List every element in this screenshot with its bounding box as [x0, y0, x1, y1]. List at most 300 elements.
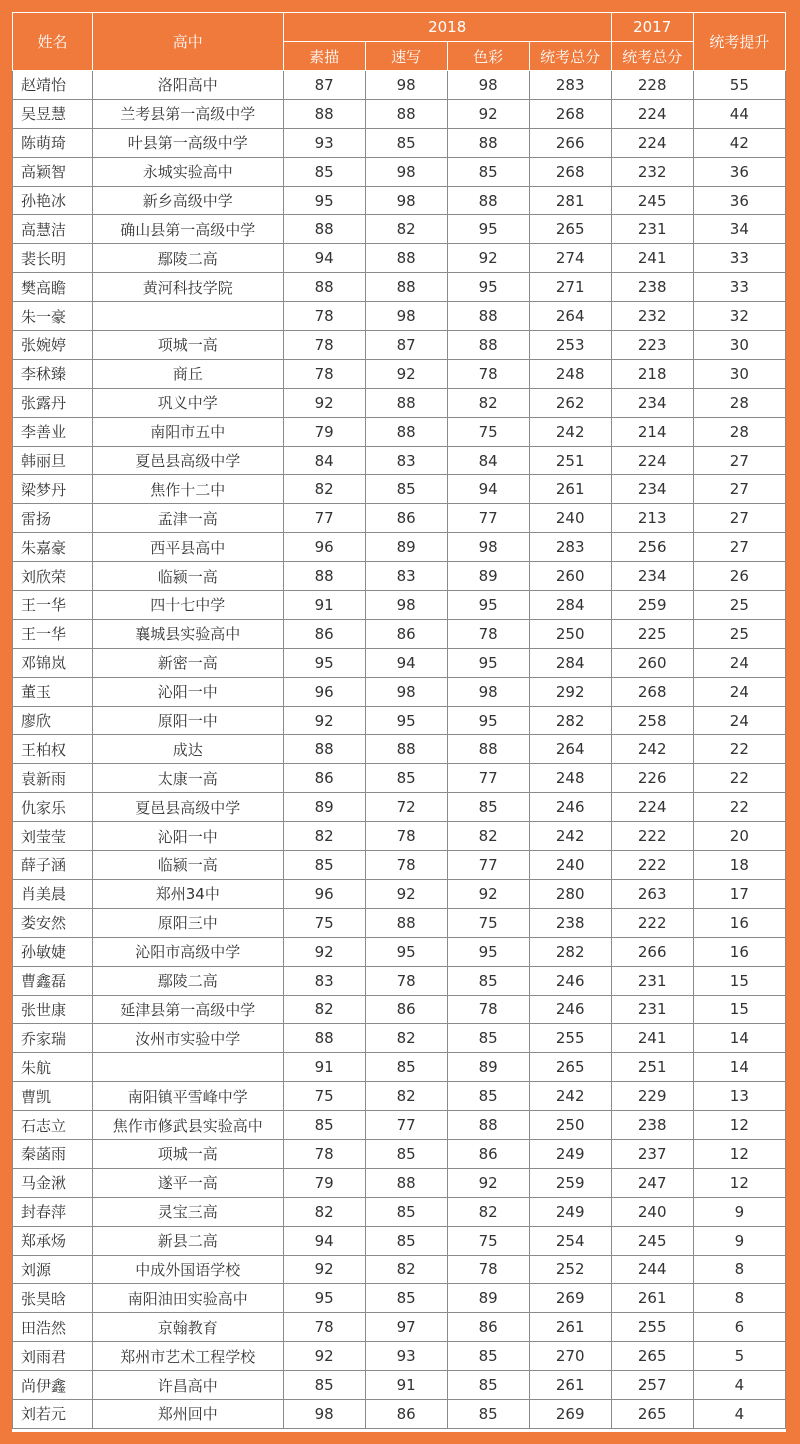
cell-school: 项城一高	[92, 1139, 283, 1168]
header-lift: 统考提升	[693, 13, 785, 71]
cell-color: 95	[447, 937, 529, 966]
cell-school: 京翰教育	[92, 1313, 283, 1342]
cell-sketch: 75	[283, 908, 365, 937]
cell-color: 82	[447, 388, 529, 417]
cell-school: 兰考县第一高级中学	[92, 99, 283, 128]
cell-name: 袁新雨	[13, 764, 93, 793]
cell-school: 郑州回中	[92, 1399, 283, 1428]
cell-total-2018: 271	[529, 273, 611, 302]
cell-sketch: 92	[283, 1255, 365, 1284]
table-row	[13, 879, 786, 908]
cell-sketch: 88	[283, 562, 365, 591]
cell-name: 娄安然	[13, 908, 93, 937]
table-row	[13, 677, 786, 706]
cell-name: 王一华	[13, 591, 93, 620]
cell-total-2017: 222	[611, 822, 693, 851]
cell-total-2017: 232	[611, 157, 693, 186]
cell-school: 新乡高级中学	[92, 186, 283, 215]
cell-speed: 85	[365, 128, 447, 157]
cell-lift: 22	[693, 764, 785, 793]
cell-color: 92	[447, 879, 529, 908]
table-row	[13, 851, 786, 880]
cell-total-2018: 249	[529, 1139, 611, 1168]
cell-color: 78	[447, 1255, 529, 1284]
cell-sketch: 87	[283, 71, 365, 100]
cell-color: 98	[447, 677, 529, 706]
cell-school: 遂平一高	[92, 1168, 283, 1197]
cell-color: 89	[447, 1053, 529, 1082]
table-row	[13, 1313, 786, 1342]
cell-total-2018: 292	[529, 677, 611, 706]
cell-total-2018: 240	[529, 504, 611, 533]
cell-school: 南阳市五中	[92, 417, 283, 446]
cell-sketch: 77	[283, 504, 365, 533]
table-row	[13, 1053, 786, 1082]
cell-speed: 88	[365, 735, 447, 764]
cell-name: 孙艳冰	[13, 186, 93, 215]
cell-total-2017: 224	[611, 128, 693, 157]
cell-lift: 34	[693, 215, 785, 244]
cell-name: 曹鑫磊	[13, 966, 93, 995]
cell-lift: 17	[693, 879, 785, 908]
cell-school: 沁阳一中	[92, 822, 283, 851]
cell-color: 95	[447, 706, 529, 735]
cell-school: 原阳三中	[92, 908, 283, 937]
cell-total-2017: 260	[611, 648, 693, 677]
cell-color: 85	[447, 157, 529, 186]
table-row	[13, 995, 786, 1024]
cell-sketch: 79	[283, 417, 365, 446]
cell-lift: 8	[693, 1284, 785, 1313]
cell-name: 董玉	[13, 677, 93, 706]
cell-total-2017: 231	[611, 995, 693, 1024]
cell-lift: 24	[693, 648, 785, 677]
cell-total-2017: 224	[611, 446, 693, 475]
cell-lift: 26	[693, 562, 785, 591]
cell-total-2017: 228	[611, 71, 693, 100]
cell-color: 82	[447, 822, 529, 851]
cell-speed: 83	[365, 562, 447, 591]
cell-sketch: 89	[283, 793, 365, 822]
cell-total-2018: 264	[529, 302, 611, 331]
cell-school: 原阳一中	[92, 706, 283, 735]
cell-name: 曹凯	[13, 1082, 93, 1111]
cell-lift: 13	[693, 1082, 785, 1111]
cell-school: 确山县第一高级中学	[92, 215, 283, 244]
cell-sketch: 96	[283, 879, 365, 908]
table-row	[13, 504, 786, 533]
cell-color: 92	[447, 1168, 529, 1197]
table-row	[13, 186, 786, 215]
header-school: 高中	[92, 13, 283, 71]
cell-speed: 78	[365, 822, 447, 851]
cell-total-2018: 282	[529, 706, 611, 735]
table-body	[13, 71, 786, 1429]
cell-lift: 55	[693, 71, 785, 100]
cell-sketch: 88	[283, 735, 365, 764]
cell-speed: 88	[365, 99, 447, 128]
cell-speed: 85	[365, 475, 447, 504]
cell-sketch: 85	[283, 851, 365, 880]
table-row	[13, 908, 786, 937]
cell-name: 郑承炀	[13, 1226, 93, 1255]
cell-school: 西平县高中	[92, 533, 283, 562]
cell-name: 张世康	[13, 995, 93, 1024]
header-color: 色彩	[447, 42, 529, 71]
cell-name: 赵靖怡	[13, 71, 93, 100]
cell-total-2018: 255	[529, 1024, 611, 1053]
cell-total-2018: 261	[529, 475, 611, 504]
cell-school: 沁阳市高级中学	[92, 937, 283, 966]
table-row	[13, 822, 786, 851]
cell-school: 夏邑县高级中学	[92, 793, 283, 822]
cell-total-2018: 238	[529, 908, 611, 937]
cell-speed: 92	[365, 879, 447, 908]
cell-speed: 88	[365, 244, 447, 273]
table-row	[13, 1399, 786, 1428]
cell-lift: 36	[693, 186, 785, 215]
cell-school: 鄢陵二高	[92, 966, 283, 995]
cell-color: 84	[447, 446, 529, 475]
cell-name: 尚伊鑫	[13, 1371, 93, 1400]
cell-school: 黄河科技学院	[92, 273, 283, 302]
cell-speed: 88	[365, 417, 447, 446]
cell-speed: 77	[365, 1111, 447, 1140]
cell-sketch: 85	[283, 157, 365, 186]
cell-sketch: 78	[283, 359, 365, 388]
cell-color: 88	[447, 186, 529, 215]
cell-total-2018: 269	[529, 1284, 611, 1313]
cell-lift: 28	[693, 388, 785, 417]
cell-lift: 22	[693, 735, 785, 764]
cell-color: 88	[447, 331, 529, 360]
cell-total-2017: 241	[611, 1024, 693, 1053]
header-year-2017: 2017	[611, 13, 693, 42]
cell-total-2018: 282	[529, 937, 611, 966]
cell-total-2018: 264	[529, 735, 611, 764]
cell-sketch: 82	[283, 995, 365, 1024]
cell-color: 88	[447, 128, 529, 157]
cell-total-2017: 238	[611, 1111, 693, 1140]
cell-sketch: 91	[283, 591, 365, 620]
cell-color: 95	[447, 273, 529, 302]
cell-lift: 18	[693, 851, 785, 880]
cell-color: 88	[447, 735, 529, 764]
cell-total-2018: 253	[529, 331, 611, 360]
cell-sketch: 95	[283, 648, 365, 677]
cell-school: 鄢陵二高	[92, 244, 283, 273]
cell-school: 中成外国语学校	[92, 1255, 283, 1284]
cell-lift: 20	[693, 822, 785, 851]
table-row	[13, 1111, 786, 1140]
cell-speed: 86	[365, 1399, 447, 1428]
table-row	[13, 966, 786, 995]
cell-name: 樊高瞻	[13, 273, 93, 302]
header-sketch: 素描	[283, 42, 365, 71]
cell-name: 王柏权	[13, 735, 93, 764]
cell-lift: 15	[693, 966, 785, 995]
cell-lift: 22	[693, 793, 785, 822]
cell-name: 朱航	[13, 1053, 93, 1082]
cell-lift: 9	[693, 1197, 785, 1226]
cell-sketch: 79	[283, 1168, 365, 1197]
cell-color: 88	[447, 302, 529, 331]
cell-total-2017: 229	[611, 1082, 693, 1111]
cell-speed: 87	[365, 331, 447, 360]
cell-name: 刘若元	[13, 1399, 93, 1428]
cell-total-2017: 261	[611, 1284, 693, 1313]
cell-total-2018: 246	[529, 995, 611, 1024]
table-row	[13, 302, 786, 331]
cell-color: 89	[447, 562, 529, 591]
cell-lift: 30	[693, 359, 785, 388]
cell-sketch: 93	[283, 128, 365, 157]
cell-lift: 25	[693, 619, 785, 648]
cell-total-2017: 218	[611, 359, 693, 388]
cell-total-2018: 248	[529, 764, 611, 793]
cell-speed: 85	[365, 1284, 447, 1313]
cell-school: 新密一高	[92, 648, 283, 677]
cell-school: 临颍一高	[92, 851, 283, 880]
cell-speed: 94	[365, 648, 447, 677]
cell-sketch: 92	[283, 937, 365, 966]
cell-speed: 95	[365, 706, 447, 735]
table-row	[13, 1226, 786, 1255]
cell-total-2017: 263	[611, 879, 693, 908]
cell-lift: 14	[693, 1024, 785, 1053]
cell-lift: 25	[693, 591, 785, 620]
cell-total-2017: 251	[611, 1053, 693, 1082]
cell-name: 马金湫	[13, 1168, 93, 1197]
cell-total-2018: 250	[529, 1111, 611, 1140]
table-header	[13, 13, 786, 71]
cell-name: 廖欣	[13, 706, 93, 735]
cell-school: 新县二高	[92, 1226, 283, 1255]
table-row	[13, 1082, 786, 1111]
cell-sketch: 94	[283, 244, 365, 273]
cell-total-2018: 251	[529, 446, 611, 475]
table-row	[13, 1371, 786, 1400]
cell-total-2018: 249	[529, 1197, 611, 1226]
cell-name: 陈萌琦	[13, 128, 93, 157]
cell-lift: 14	[693, 1053, 785, 1082]
cell-sketch: 94	[283, 1226, 365, 1255]
cell-total-2017: 232	[611, 302, 693, 331]
table-row	[13, 388, 786, 417]
table-row	[13, 562, 786, 591]
cell-name: 高慧洁	[13, 215, 93, 244]
cell-speed: 86	[365, 504, 447, 533]
cell-total-2017: 240	[611, 1197, 693, 1226]
cell-color: 75	[447, 1226, 529, 1255]
cell-color: 88	[447, 1111, 529, 1140]
cell-total-2018: 250	[529, 619, 611, 648]
cell-color: 85	[447, 1342, 529, 1371]
cell-total-2018: 246	[529, 966, 611, 995]
cell-color: 75	[447, 908, 529, 937]
cell-total-2018: 269	[529, 1399, 611, 1428]
cell-sketch: 88	[283, 215, 365, 244]
cell-sketch: 92	[283, 388, 365, 417]
table-row	[13, 648, 786, 677]
table-row	[13, 273, 786, 302]
table-row	[13, 793, 786, 822]
cell-lift: 4	[693, 1371, 785, 1400]
cell-total-2018: 242	[529, 1082, 611, 1111]
cell-speed: 98	[365, 302, 447, 331]
header-name: 姓名	[13, 13, 93, 71]
table-row	[13, 619, 786, 648]
table-row	[13, 1139, 786, 1168]
cell-name: 刘雨君	[13, 1342, 93, 1371]
cell-sketch: 85	[283, 1111, 365, 1140]
cell-total-2018: 270	[529, 1342, 611, 1371]
cell-color: 78	[447, 995, 529, 1024]
cell-school: 延津县第一高级中学	[92, 995, 283, 1024]
cell-name: 石志立	[13, 1111, 93, 1140]
cell-name: 张昊晗	[13, 1284, 93, 1313]
cell-lift: 33	[693, 244, 785, 273]
cell-total-2017: 259	[611, 591, 693, 620]
cell-name: 封春萍	[13, 1197, 93, 1226]
cell-lift: 27	[693, 446, 785, 475]
cell-lift: 16	[693, 908, 785, 937]
cell-color: 86	[447, 1139, 529, 1168]
cell-total-2018: 254	[529, 1226, 611, 1255]
cell-total-2017: 244	[611, 1255, 693, 1284]
cell-sketch: 84	[283, 446, 365, 475]
cell-school: 许昌高中	[92, 1371, 283, 1400]
cell-speed: 98	[365, 157, 447, 186]
cell-sketch: 96	[283, 677, 365, 706]
cell-lift: 12	[693, 1139, 785, 1168]
cell-school: 洛阳高中	[92, 71, 283, 100]
cell-color: 75	[447, 417, 529, 446]
cell-school: 项城一高	[92, 331, 283, 360]
cell-lift: 27	[693, 533, 785, 562]
cell-speed: 97	[365, 1313, 447, 1342]
cell-total-2017: 257	[611, 1371, 693, 1400]
cell-speed: 82	[365, 1082, 447, 1111]
cell-total-2018: 265	[529, 215, 611, 244]
cell-school: 汝州市实验中学	[92, 1024, 283, 1053]
cell-total-2017: 223	[611, 331, 693, 360]
cell-speed: 88	[365, 908, 447, 937]
cell-total-2018: 268	[529, 157, 611, 186]
cell-name: 刘源	[13, 1255, 93, 1284]
cell-school: 巩义中学	[92, 388, 283, 417]
cell-name: 刘欣荣	[13, 562, 93, 591]
cell-total-2017: 245	[611, 1226, 693, 1255]
cell-speed: 92	[365, 359, 447, 388]
cell-sketch: 88	[283, 1024, 365, 1053]
cell-total-2017: 224	[611, 793, 693, 822]
cell-total-2018: 242	[529, 417, 611, 446]
cell-sketch: 83	[283, 966, 365, 995]
cell-lift: 27	[693, 504, 785, 533]
cell-speed: 98	[365, 186, 447, 215]
cell-sketch: 96	[283, 533, 365, 562]
cell-color: 85	[447, 1024, 529, 1053]
table-row	[13, 735, 786, 764]
table-row	[13, 1024, 786, 1053]
cell-speed: 83	[365, 446, 447, 475]
cell-total-2018: 281	[529, 186, 611, 215]
cell-name: 李善业	[13, 417, 93, 446]
cell-lift: 36	[693, 157, 785, 186]
table-row	[13, 359, 786, 388]
cell-lift: 16	[693, 937, 785, 966]
cell-total-2017: 231	[611, 966, 693, 995]
cell-total-2017: 237	[611, 1139, 693, 1168]
cell-speed: 72	[365, 793, 447, 822]
table-row	[13, 764, 786, 793]
cell-color: 95	[447, 591, 529, 620]
cell-speed: 88	[365, 273, 447, 302]
cell-lift: 8	[693, 1255, 785, 1284]
cell-total-2018: 242	[529, 822, 611, 851]
cell-name: 仇家乐	[13, 793, 93, 822]
cell-speed: 85	[365, 1139, 447, 1168]
cell-lift: 27	[693, 475, 785, 504]
cell-school: 南阳镇平雪峰中学	[92, 1082, 283, 1111]
cell-color: 98	[447, 533, 529, 562]
cell-name: 乔家瑞	[13, 1024, 93, 1053]
cell-sketch: 82	[283, 822, 365, 851]
cell-total-2018: 274	[529, 244, 611, 273]
cell-total-2017: 238	[611, 273, 693, 302]
cell-total-2018: 280	[529, 879, 611, 908]
cell-total-2018: 284	[529, 648, 611, 677]
cell-total-2018: 283	[529, 71, 611, 100]
cell-name: 张婉婷	[13, 331, 93, 360]
cell-lift: 33	[693, 273, 785, 302]
cell-total-2017: 265	[611, 1399, 693, 1428]
cell-total-2018: 248	[529, 359, 611, 388]
cell-name: 田浩然	[13, 1313, 93, 1342]
cell-name: 王一华	[13, 619, 93, 648]
cell-total-2017: 247	[611, 1168, 693, 1197]
cell-school: 孟津一高	[92, 504, 283, 533]
cell-school: 郑州34中	[92, 879, 283, 908]
cell-lift: 15	[693, 995, 785, 1024]
cell-color: 82	[447, 1197, 529, 1226]
cell-total-2018: 261	[529, 1313, 611, 1342]
cell-sketch: 86	[283, 764, 365, 793]
cell-total-2017: 265	[611, 1342, 693, 1371]
cell-school: 成达	[92, 735, 283, 764]
cell-total-2017: 268	[611, 677, 693, 706]
cell-total-2017: 226	[611, 764, 693, 793]
cell-color: 85	[447, 1399, 529, 1428]
cell-sketch: 85	[283, 1371, 365, 1400]
cell-school: 灵宝三高	[92, 1197, 283, 1226]
cell-color: 92	[447, 99, 529, 128]
cell-sketch: 78	[283, 1313, 365, 1342]
table-row	[13, 591, 786, 620]
cell-total-2017: 222	[611, 851, 693, 880]
cell-lift: 28	[693, 417, 785, 446]
cell-color: 98	[447, 71, 529, 100]
cell-school	[92, 302, 283, 331]
cell-name: 肖美晨	[13, 879, 93, 908]
header-total-2017: 统考总分	[611, 42, 693, 71]
table-row	[13, 533, 786, 562]
cell-total-2018: 268	[529, 99, 611, 128]
cell-total-2017: 222	[611, 908, 693, 937]
cell-color: 85	[447, 1371, 529, 1400]
cell-sketch: 88	[283, 273, 365, 302]
